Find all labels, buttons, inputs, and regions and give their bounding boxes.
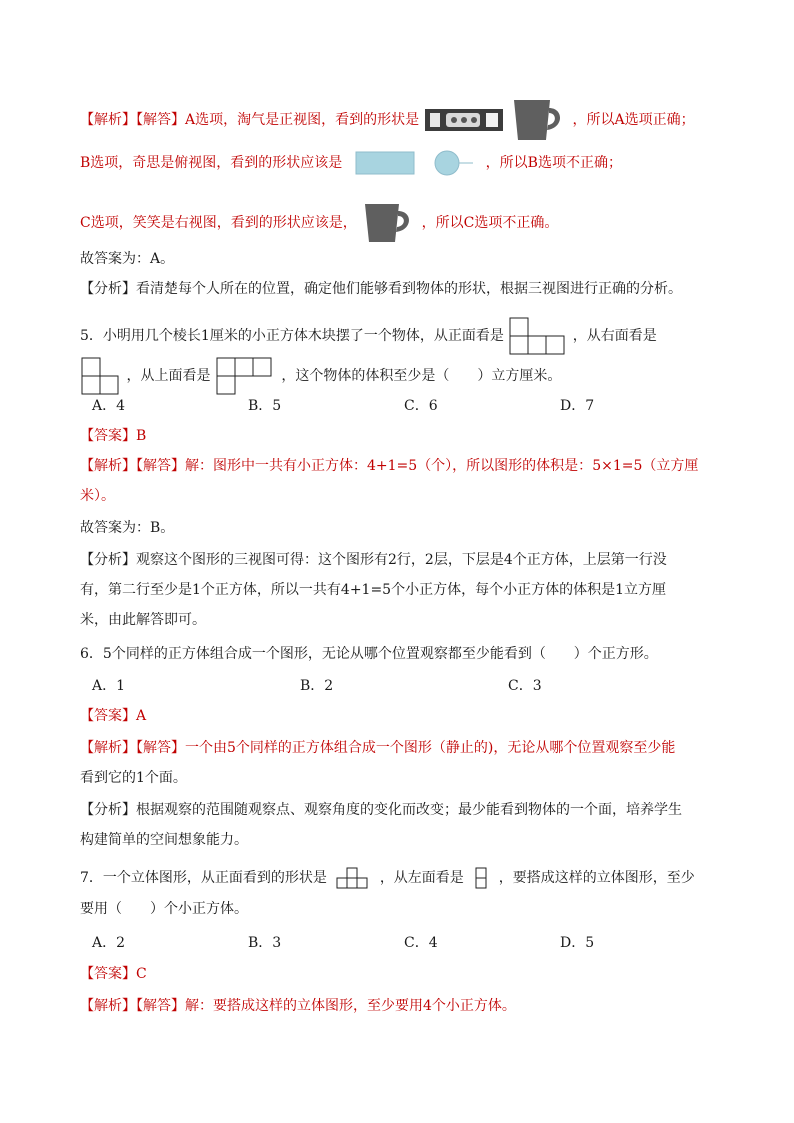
q6-option-b: B．2: [300, 678, 334, 694]
q6-option-a: A．1: [92, 678, 126, 694]
q7-stem-line1: [80, 866, 695, 890]
q5-front-view-grid: [508, 316, 568, 356]
top-view-rect-image: [355, 150, 417, 176]
q5-answer-tag: 【答案】: [80, 428, 136, 444]
q6-tag-jiexi: 【解析】: [80, 740, 136, 756]
q5-jiexi-calc1: 4+1=5: [367, 458, 418, 474]
q7-stem3: ，要搭成这样的立体图形，至少: [498, 870, 695, 886]
cup-front-image: [510, 96, 568, 144]
s1-answer: 故答案为：A。: [80, 251, 175, 267]
top-view-circle-image: [433, 148, 477, 178]
q5-jiexi-end1: （立方厘: [642, 458, 699, 474]
s1-c-tail: ，所以C选项不正确。: [421, 215, 559, 231]
q7-tag-jiexi: 【解析】: [80, 998, 136, 1014]
q7-option-d: D．5: [560, 935, 595, 951]
s1-line-c: [80, 200, 558, 246]
q7-jiexi-line: [80, 995, 516, 1017]
q6-option-c: C．3: [508, 678, 542, 694]
q5-tag-fenxi: 【分析】: [80, 552, 136, 568]
q6-jiexi1: 一个由5个同样的正方体组合成一个图形（静止的)，无论从哪个位置观察至少能: [185, 740, 676, 756]
q5-jiexi-mid: （个），所以图形的体积是：: [417, 458, 593, 474]
s1-c-text: C选项，笑笑是右视图，看到的形状应该是，: [80, 215, 357, 231]
q5-stem4: ，这个物体的体积至少是（ ）立方厘米。: [281, 368, 562, 384]
q6-analysis-line1: [80, 799, 682, 821]
q5-analysis2: 有，第二行至少是1个正方体，所以一共有4+1=5个小正方体，每个小正方体的体积是1立方厘: [80, 582, 666, 598]
q7-front-view-grid: [335, 866, 371, 890]
q5-tag-jiexi: 【解析】: [80, 458, 136, 474]
s1-b-tail: ，所以B选项不正确；: [485, 155, 622, 171]
q5-stem-line1: [80, 316, 657, 356]
q5-option-d: D．7: [560, 398, 595, 414]
q5-tag-jieda: 【解答】: [136, 458, 185, 474]
q6-jiexi-line1: [80, 737, 675, 759]
q6-jiexi2: 看到它的1个面。: [80, 770, 187, 786]
q7-stem2: ，从左面看是: [379, 870, 464, 886]
q5-option-c: C．6: [404, 398, 438, 414]
q6-answer-tag: 【答案】: [80, 708, 136, 724]
q5-analysis1: 观察这个图形的三视图可得：这个图形有2行，2层，下层是4个正方体，上层第一行没: [136, 552, 667, 568]
q5-jiexi-calc2: 5×1=5: [592, 458, 643, 474]
q6-analysis2: 构建简单的空间想象能力。: [80, 832, 248, 848]
q7-left-view-grid: [472, 866, 490, 890]
q6-analysis1: 根据观察的范围随观察点、观察角度的变化而改变；最少能看到物体的一个面，培养学生: [136, 802, 682, 818]
q5-top-view-grid: [215, 356, 277, 396]
q5-analysis-line1: [80, 549, 667, 571]
q6-tag-jieda: 【解答】: [136, 740, 185, 756]
q6-answer-value: A: [136, 708, 147, 724]
q6-answer: [80, 705, 146, 727]
q5-option-b: B．5: [248, 398, 282, 414]
q7-option-a: A．2: [92, 935, 126, 951]
tag-fenxi: 【分析】: [80, 281, 136, 297]
s1-a-tail: ，所以A选项正确；: [572, 112, 695, 128]
s1-b-text: B选项，奇思是俯视图，看到的形状应该是: [80, 155, 343, 171]
s1-line-b: [80, 148, 622, 178]
cup-side-image: [361, 200, 417, 246]
q5-final: 故答案为：B。: [80, 520, 175, 536]
q7-answer-tag: 【答案】: [80, 966, 136, 982]
s1-a-text: A选项，淘气是正视图，看到的形状是: [185, 112, 420, 128]
q6-tag-fenxi: 【分析】: [80, 802, 136, 818]
s1-analysis-text: 看清楚每个人所在的位置，确定他们能够看到物体的形状，根据三视图进行正确的分析。: [136, 281, 682, 297]
q7-option-b: B．3: [248, 935, 282, 951]
q5-answer-value: B: [136, 428, 147, 444]
q5-stem1: 5．小明用几个棱长1厘米的小正方体木块摆了一个物体，从正面看是: [80, 328, 504, 344]
q7-stem1: 7．一个立体图形，从正面看到的形状是: [80, 870, 327, 886]
q7-option-c: C．4: [404, 935, 438, 951]
q7-tag-jieda: 【解答】: [136, 998, 185, 1014]
q5-jiexi-line2: 米）。: [80, 488, 115, 504]
q7-answer-value: C: [136, 966, 147, 982]
tag-jiexi: 【解析】: [80, 112, 136, 128]
s1-line-a: [80, 96, 695, 144]
q7-stem4: 要用（ ）个小正方体。: [80, 901, 248, 917]
q6-stem: 6．5个同样的正方体组合成一个图形，无论从哪个位置观察都至少能看到（ ）个正方形。: [80, 646, 658, 662]
q5-option-a: A．4: [92, 398, 126, 414]
q5-answer: [80, 425, 146, 447]
q5-jiexi-pre: 解：图形中一共有小正方体：: [185, 458, 367, 474]
s1-analysis: [80, 278, 682, 300]
q5-right-view-grid: [80, 356, 122, 396]
tag-jieda: 【解答】: [136, 112, 185, 128]
q7-jiexi: 解：要搭成这样的立体图形，至少要用4个小正方体。: [185, 998, 516, 1014]
q5-stem2: ，从右面看是: [572, 328, 657, 344]
q5-stem3: ，从上面看是: [126, 368, 211, 384]
q7-answer: [80, 963, 147, 985]
q5-stem-line2: [80, 356, 561, 396]
q5-analysis3: 米，由此解答即可。: [80, 612, 206, 628]
pencil-case-image: [424, 105, 506, 135]
q5-jiexi-line1: [80, 455, 698, 477]
